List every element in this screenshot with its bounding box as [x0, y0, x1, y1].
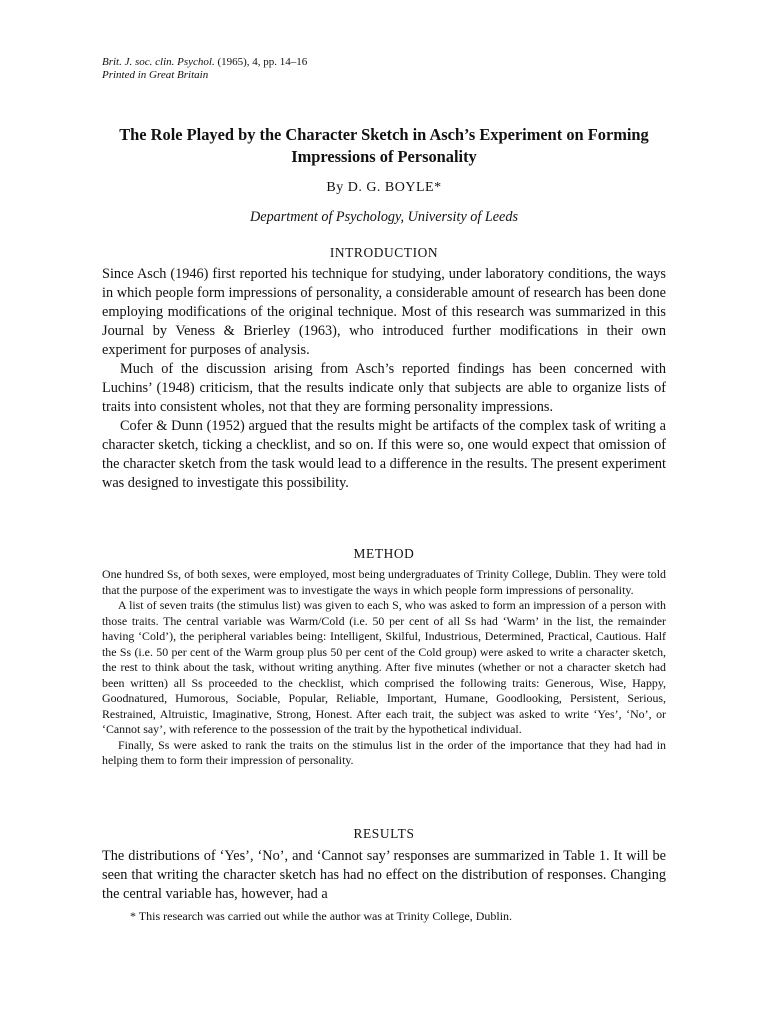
introduction-section: [102, 265, 666, 493]
journal-volume: (1965), 4, pp. 14–16: [217, 56, 308, 68]
method-paragraph: One hundred Ss, of both sexes, were employed, most being undergraduates of Trinity College, Dublin. They were told that the purpose of the experiment was to investigate the ways in which people form impressions of personality.: [102, 567, 666, 597]
method-paragraph: A list of seven traits (the stimulus list) was given to each S, who was asked to form an impression of a person with those traits. The central variable was Warm/Cold (i.e. 50 per cent of all Ss had ‘Warm’ in the list, the remainder having ‘Cold’), the peripheral variables being: Intelligent, Skilful, Industrious, Determined, Practical, Cautious. Half the Ss (i.e. 50 per cent of the Warm group plus 50 per cent of the Cold group) were asked to write a character sketch, the rest to think about the task, without writing anything. After five minutes (whether or not a character sketch had been written) all Ss proceeded to the checklist, which comprised the following traits: Generous, Wise, Happy, Goodnatured, Humorous, Sociable, Popular, Reliable, Important, Humane, Goodlooking, Persistent, Serious, Restrained, Altruistic, Imaginative, Strong, Honest. After each trait, the subject was asked to write ‘Yes’, ‘No’, or ‘Cannot say’, with reference to the possession of the trait by the hypothetical individual.: [102, 598, 666, 736]
results-paragraph: The distributions of ‘Yes’, ‘No’, and ‘Cannot say’ responses are summarized in Table 1. It will be seen that writing the character sketch has had no effect on the distribution of responses. Changing the central variable has, however, had a: [102, 848, 666, 902]
intro-paragraph: Cofer & Dunn (1952) argued that the results might be artifacts of the complex task of writing a character sketch, ticking a checklist, and so on. If this were so, one would expect that omission of the character sketch from the task would lead to a difference in the results. The present experiment was designed to investigate this possibility.: [102, 418, 666, 491]
author-byline: By D. G. BOYLE*: [326, 180, 442, 195]
method-heading: METHOD: [353, 546, 415, 561]
journal-header: [102, 56, 307, 82]
introduction-heading: INTRODUCTION: [329, 245, 439, 260]
footnote: * This research was carried out while the author was at Trinity College, Dublin.: [130, 909, 513, 923]
results-section: [102, 847, 666, 904]
method-paragraph: Finally, Ss were asked to rank the traits on the stimulus list in the order of the importance that they had had in helping them to form their impression of personality.: [102, 737, 666, 767]
printed-note: Printed in Great Britain: [102, 69, 209, 81]
method-section: [102, 567, 666, 769]
intro-paragraph: Much of the discussion arising from Asch’s reported findings has been concerned with Luchins’ (1948) criticism, that the results indicate only that subjects are able to organize lists of traits into consistent wholes, not that they are forming personality impressions.: [102, 361, 666, 415]
journal-citation: [102, 56, 307, 69]
author-affiliation: Department of Psychology, University of Leeds: [250, 209, 518, 225]
article-title: The Role Played by the Character Sketch in Asch’s Experiment on Forming Impressions of Personality: [119, 125, 649, 166]
journal-name: Brit. J. soc. clin. Psychol.: [102, 56, 215, 68]
intro-paragraph: Since Asch (1946) first reported his technique for studying, under laboratory conditions, the ways in which people form impressions of personality, a considerable amount of research has been done employing modifications of the original technique. Most of this research was summarized in this Journal by Veness & Brierley (1963), who introduced further modifications in their own experiment for purposes of analysis.: [102, 266, 666, 358]
results-heading: RESULTS: [353, 826, 415, 841]
